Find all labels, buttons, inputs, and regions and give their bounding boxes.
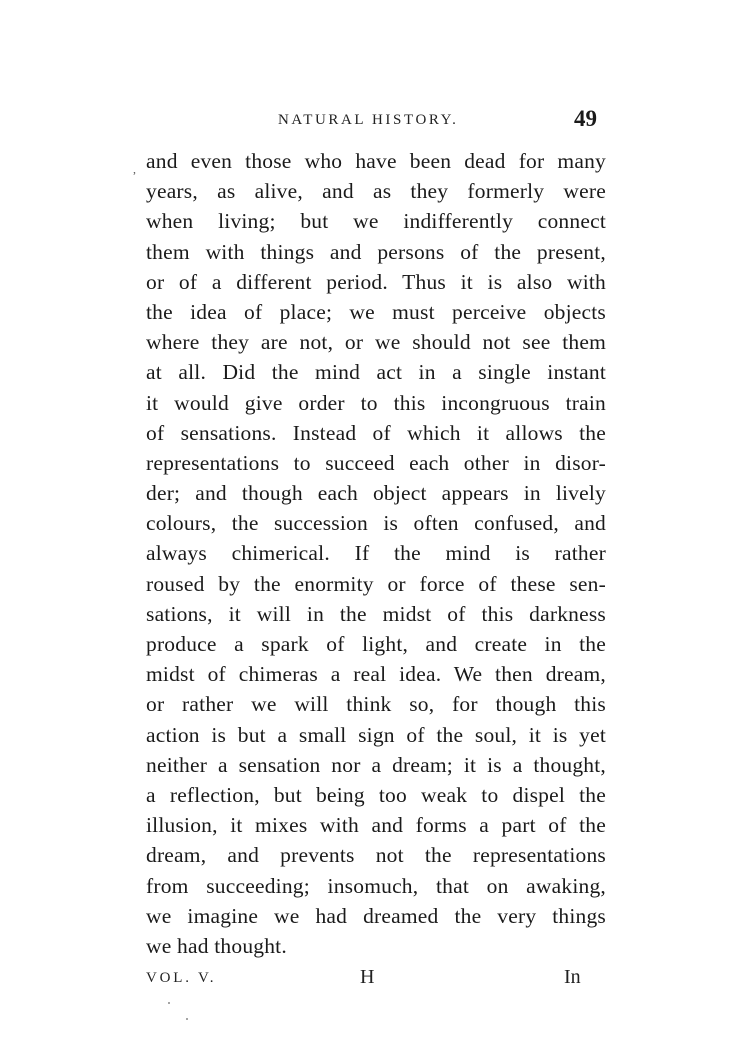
text-line: of sensations. Instead of which it allows the [146,420,606,445]
text-line: or rather we will think so, for though this [146,692,606,717]
text-line: dream, and prevents not the representations [146,843,606,868]
text-line: representations to succeed each other in disor- [146,450,606,475]
text-line: always chimerical. If the mind is rather [146,541,606,566]
running-head [0,106,750,136]
text-line: der; and though each object appears in lively [146,481,606,506]
paper-speck [168,1002,170,1004]
text-line: it would give order to this incongruous train [146,390,606,415]
text-line: action is but a small sign of the soul, it is yet [146,722,606,747]
text-line: produce a spark of light, and create in the [146,632,606,656]
text-line: when living; but we indifferently connect [146,209,606,234]
text-line: neither a sensation nor a dream; it is a thought, [146,752,606,777]
running-title: NATURAL HISTORY. [278,112,459,128]
text-line: and even those who have been dead for many [146,149,606,173]
page-number: 49 [574,106,597,131]
text-line: where they are not, or we should not see them [146,330,606,355]
paper-speck [186,1018,188,1020]
text-line: or of a different period. Thus it is also with [146,269,606,294]
volume-signature: VOL. V. [146,970,217,986]
text-line: illusion, it mixes with and forms a part of the [146,813,606,838]
text-line: from succeeding; insomuch, that on awaking, [146,873,606,898]
text-line: years, as alive, and as they formerly were [146,179,606,204]
body-text [146,146,606,961]
text-line: at all. Did the mind act in a single instant [146,360,606,385]
catchword: In [564,966,581,988]
text-line-last: we had thought. [146,933,287,958]
text-line: sations, it will in the midst of this darkness [146,601,606,626]
text-line: the idea of place; we must perceive objects [146,299,606,324]
text-line: a reflection, but being too weak to dispel the [146,782,606,807]
text-line: roused by the enormity or force of these sen- [146,571,606,596]
text-line: we imagine we had dreamed the very things [146,903,606,928]
text-line: colours, the succession is often confused, and [146,511,606,536]
text-line: midst of chimeras a real idea. We then dream, [146,662,606,687]
page-footer [0,966,750,1000]
signature-mark: H [360,966,375,988]
margin-mark: , [133,162,136,176]
text-line: them with things and persons of the present, [146,239,606,264]
